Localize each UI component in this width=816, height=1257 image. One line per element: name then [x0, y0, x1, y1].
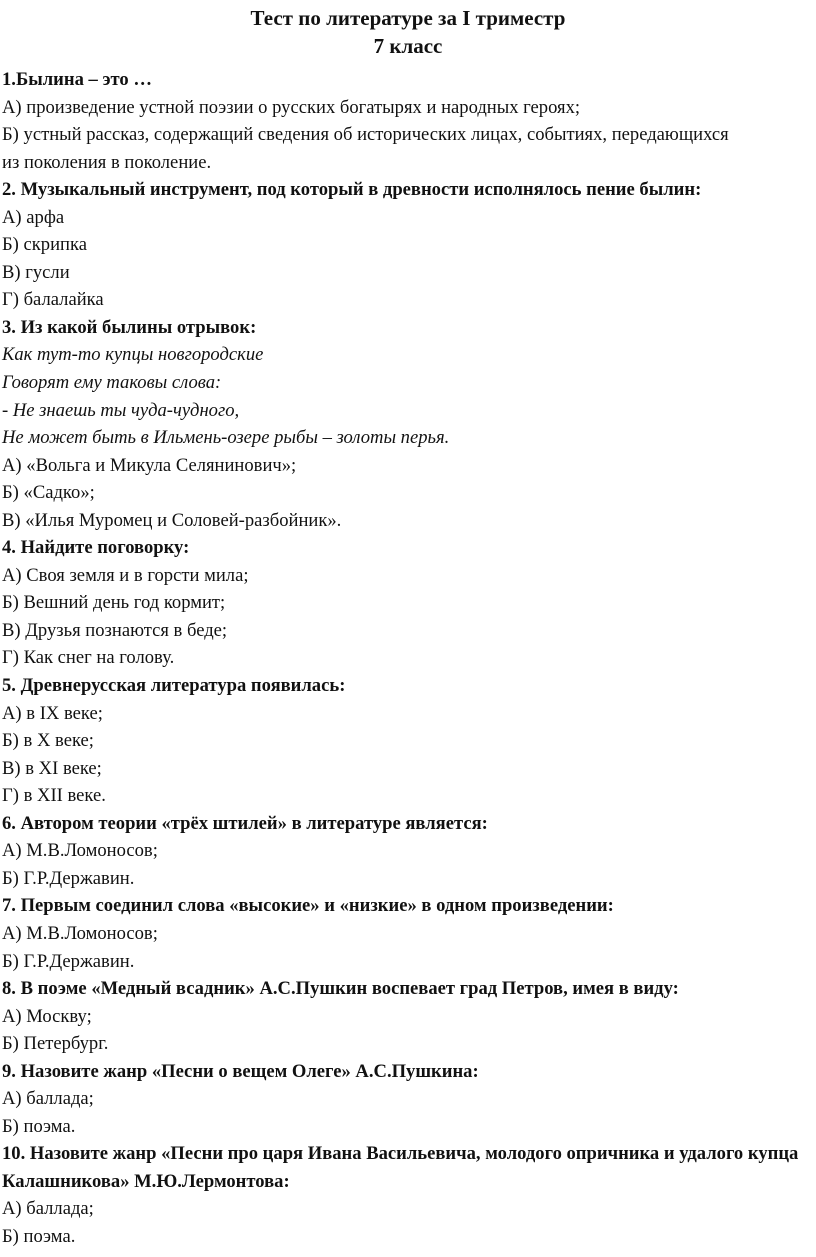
quote-line: - Не знаешь ты чуда-чудного,: [2, 399, 240, 421]
question-2: [2, 176, 816, 314]
question-1: [2, 66, 816, 176]
answer-option-continuation: из поколения в поколение.: [2, 151, 212, 173]
answer-option: Б) «Садко»;: [2, 482, 95, 504]
answer-option: Б) Петербург.: [2, 1033, 109, 1055]
quote-line: Не может быть в Ильмень-озере рыбы – золоты перья.: [2, 427, 450, 449]
question-9: [2, 1058, 816, 1141]
document-subtitle: 7 класс: [373, 34, 443, 58]
answer-option: Б) Г.Р.Державин.: [2, 867, 135, 889]
answer-option: Б) в X веке;: [2, 730, 94, 752]
answer-option: Г) в XII веке.: [2, 785, 106, 807]
answer-option: А) Москву;: [2, 1005, 92, 1027]
answer-option: В) гусли: [2, 261, 70, 283]
answer-option: В) «Илья Муромец и Соловей-разбойник».: [2, 509, 342, 531]
answer-option: Б) устный рассказ, содержащий сведения об исторических лицах, событиях, передающихся: [2, 124, 729, 146]
question-list: [0, 66, 816, 1251]
answer-option: А) баллада;: [2, 1088, 94, 1110]
answer-option: Б) скрипка: [2, 234, 88, 256]
answer-option: Б) поэма.: [2, 1225, 76, 1247]
answer-option: Б) Вешний день год кормит;: [2, 592, 226, 614]
answer-option: Г) балалайка: [2, 289, 104, 311]
answer-option: А) М.В.Ломоносов;: [2, 922, 158, 944]
answer-option: А) «Вольга и Микула Селянинович»;: [2, 454, 297, 476]
question-text: 5. Древнерусская литература появилась:: [2, 675, 346, 697]
answer-option: А) М.В.Ломоносов;: [2, 840, 158, 862]
question-text: 10. Назовите жанр «Песни про царя Ивана Васильевича, молодого опричника и удалого купца Калашникова» М.Ю.Лермонтова:: [2, 1143, 799, 1192]
question-text: 4. Найдите поговорку:: [2, 537, 190, 559]
answer-option: А) арфа: [2, 206, 65, 228]
question-text: 3. Из какой былины отрывок:: [2, 316, 257, 338]
answer-option: Г) Как снег на голову.: [2, 647, 175, 669]
question-5: [2, 672, 816, 810]
question-6: [2, 810, 816, 893]
question-10: [2, 1140, 816, 1250]
quote-line: Говорят ему таковы слова:: [2, 372, 222, 394]
question-3: [2, 314, 816, 534]
answer-option: А) в IX веке;: [2, 702, 103, 724]
question-text: 6. Автором теории «трёх штилей» в литературе является:: [2, 812, 488, 834]
question-8: [2, 975, 816, 1058]
question-7: [2, 892, 816, 975]
answer-option: А) баллада;: [2, 1198, 94, 1220]
document-title: Тест по литературе за I триместр: [250, 6, 566, 30]
question-text: 8. В поэме «Медный всадник» А.С.Пушкин воспевает град Петров, имея в виду:: [2, 978, 679, 1000]
answer-option: А) произведение устной поэзии о русских богатырях и народных героях;: [2, 96, 581, 118]
question-text: 9. Назовите жанр «Песни о вещем Олеге» А.С.Пушкина:: [2, 1060, 479, 1082]
answer-option: Б) Г.Р.Державин.: [2, 950, 135, 972]
question-4: [2, 534, 816, 672]
answer-option: Б) поэма.: [2, 1115, 76, 1137]
question-text: 7. Первым соединил слова «высокие» и «низкие» в одном произведении:: [2, 895, 614, 917]
question-text: 2. Музыкальный инструмент, под который в древности исполнялось пение былин:: [2, 179, 702, 201]
answer-option: А) Своя земля и в горсти мила;: [2, 564, 249, 586]
quote-line: Как тут-то купцы новгородские: [2, 344, 264, 366]
answer-option: В) в XI веке;: [2, 757, 102, 779]
answer-option: В) Друзья познаются в беде;: [2, 619, 228, 641]
question-text: 1.Былина – это …: [2, 69, 152, 90]
